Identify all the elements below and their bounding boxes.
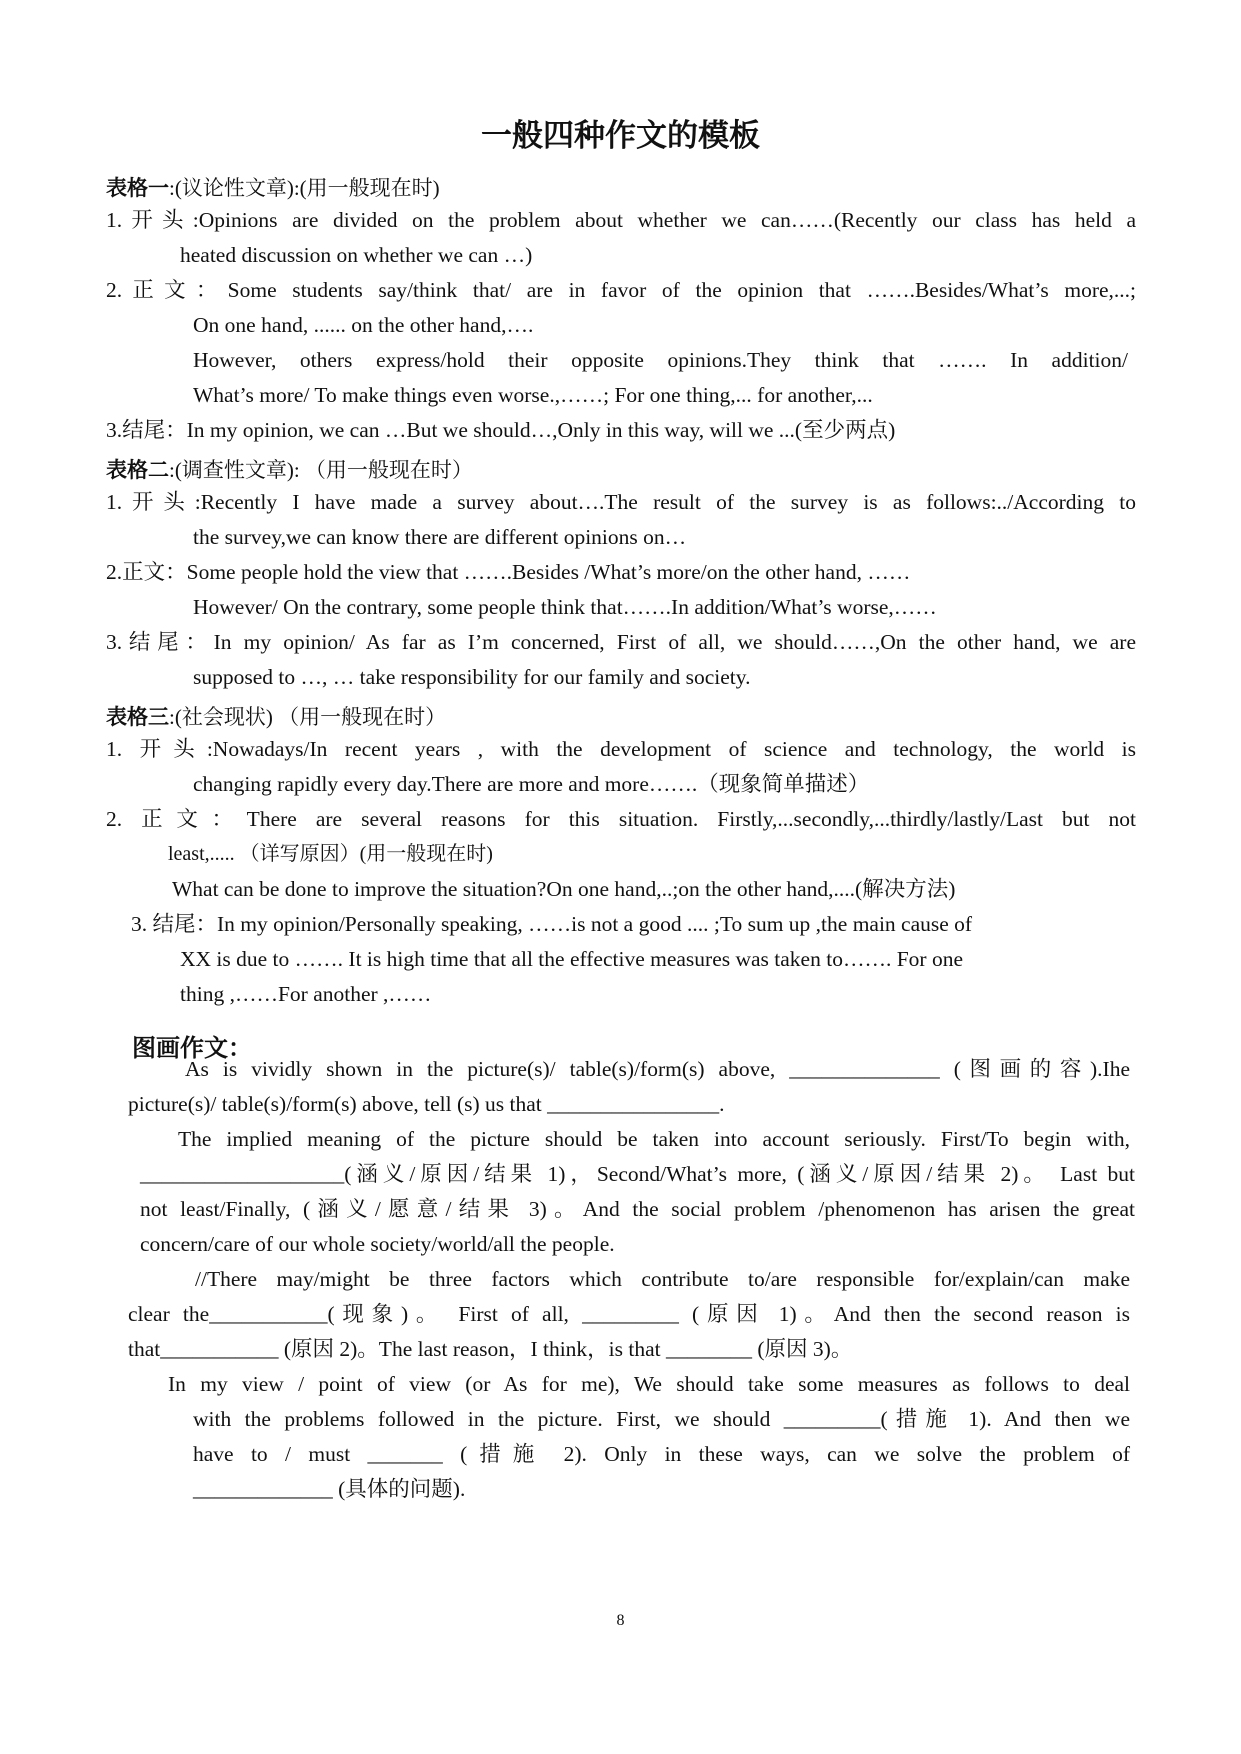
- s3-line-4: least,..... （详写原因）(用一般现在时): [168, 843, 493, 865]
- s3-line-7: XX is due to ……. It is high time that all the effective measures was taken to……. For one: [180, 947, 963, 971]
- section-1-label: 表格一: [106, 176, 169, 200]
- pic-line-5: not least/Finally, (涵义/愿意/结果 3)。And the social problem /phenomenon has arisen the great: [140, 1197, 1135, 1221]
- s1-line-3: 2.正文：Some students say/think that/ are in favor of the opinion that …….Besides/What’s more,...;: [106, 278, 1136, 302]
- s2-line-3: 2.正文：Some people hold the view that …….Besides /What’s more/on the other hand, ……: [106, 560, 911, 584]
- section-2-note: :(调查性文章): （用一般现在时）: [169, 458, 473, 482]
- s2-line-2: the survey,we can know there are different opinions on…: [193, 525, 687, 549]
- section-1-note: :(议论性文章):(用一般现在时): [169, 176, 440, 200]
- pic-line-2: picture(s)/ table(s)/form(s) above, tell (s) us that ________________.: [128, 1092, 725, 1116]
- pic-line-6: concern/care of our whole society/world/all the people.: [140, 1232, 615, 1256]
- s3-line-6: 3. 结尾：In my opinion/Personally speaking, ……is not a good .... ;To sum up ,the main cause of: [131, 912, 973, 936]
- pic-line-12: have to / must _______ (措施 2). Only in these ways, can we solve the problem of: [193, 1442, 1130, 1466]
- s1-line-1: 1.开头:Opinions are divided on the problem about whether we can……(Recently our class has held a: [106, 208, 1136, 232]
- s1-line-6: What’s more/ To make things even worse.,……; For one thing,... for another,...: [193, 383, 873, 407]
- page-number: 8: [616, 1612, 625, 1629]
- s2-line-1: 1.开头:Recently I have made a survey about….The result of the survey is as follows:../According to: [106, 490, 1136, 514]
- s2-line-6: supposed to …, … take responsibility for our family and society.: [193, 665, 751, 689]
- s1-line-2: heated discussion on whether we can …): [180, 243, 533, 267]
- pic-line-8: clear the___________(现象)。 First of all, _________ (原因 1)。And then the second reason is: [128, 1302, 1130, 1326]
- s3-line-8: thing ,……For another ,……: [180, 982, 432, 1006]
- s3-line-3: 2. 正文：There are several reasons for this situation. Firstly,...secondly,...thirdly/lastly/Last but not: [106, 807, 1136, 831]
- s3-line-2: changing rapidly every day.There are more and more…….（现象简单描述）: [193, 772, 870, 796]
- pic-line-3: The implied meaning of the picture should be taken into account seriously. First/To begin with,: [178, 1127, 1130, 1151]
- pic-line-11: with the problems followed in the picture. First, we should _________(措施 1). And then we: [193, 1407, 1130, 1431]
- s1-line-4: On one hand, ...... on the other hand,….: [193, 313, 534, 337]
- s3-line-5: What can be done to improve the situation?On one hand,..;on the other hand,....(解决方法): [172, 877, 956, 901]
- s3-line-1: 1. 开头:Nowadays/In recent years , with the development of science and technology, the world is: [106, 737, 1136, 761]
- pic-line-9: that___________ (原因 2)。The last reason，I think，is that ________ (原因 3)。: [128, 1337, 853, 1361]
- s1-line-5: However, others express/hold their opposite opinions.They think that ……. In addition/: [193, 348, 1128, 372]
- s1-line-7: 3.结尾：In my opinion, we can …But we should…,Only in this way, will we ...(至少两点): [106, 418, 896, 442]
- section-2-label: 表格二: [106, 458, 169, 482]
- pic-line-4: ___________________(涵义/原因/结果 1)，Second/What’s more, (涵义/原因/结果 2)。 Last but: [140, 1162, 1135, 1186]
- pic-line-1: As is vividly shown in the picture(s)/ table(s)/form(s) above, ______________ (图画的容).Ihe: [185, 1057, 1130, 1081]
- pic-line-10: In my view / point of view (or As for me), We should take some measures as follows to deal: [168, 1372, 1130, 1396]
- section-2-heading: [106, 454, 473, 484]
- s2-line-4: However/ On the contrary, some people think that…….In addition/What’s worse,……: [193, 595, 937, 619]
- pic-line-13: _____________ (具体的问题).: [193, 1477, 466, 1501]
- picture-composition-title: 图画作文：: [132, 1034, 252, 1062]
- section-1-heading: [106, 172, 440, 202]
- section-3-label: 表格三: [106, 705, 169, 729]
- pic-line-7: //There may/might be three factors which contribute to/are responsible for/explain/can make: [195, 1267, 1130, 1291]
- s2-line-5: 3.结尾：In my opinion/ As far as I’m concerned, First of all, we should……,On the other hand, we are: [106, 630, 1136, 654]
- section-3-note: :(社会现状) （用一般现在时）: [169, 705, 447, 729]
- section-3-heading: [106, 701, 446, 731]
- page-title: 一般四种作文的模板: [481, 118, 760, 154]
